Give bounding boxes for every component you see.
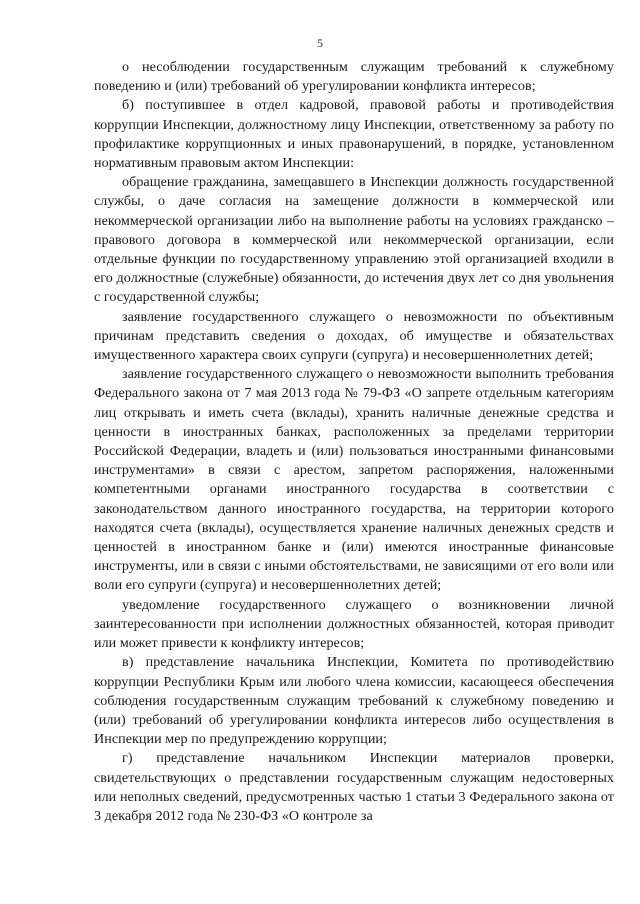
document-body bbox=[94, 58, 614, 826]
page-number: 5 bbox=[317, 36, 323, 50]
paragraph-v-submission: в) представление начальника Инспекции, Комитета по противодействию коррупции Республики Крым или любого члена комиссии, касающееся обеспечения соблюдения государственным служащим требований к служебному поведению и (или) требований об урегулировании конфликта интересов либо осуществления в Инспекции мер по предупреждению коррупции; bbox=[94, 654, 614, 748]
paragraph-nonobservance: о несоблюдении государственным служащим требований к служебному поведению и (или) требований об урегулировании конфликта интересов; bbox=[94, 59, 614, 95]
paragraph-conflict-notice: уведомление государственного служащего о возникновении личной заинтересованности при исполнении должностных обязанностей, которая приводит или может привести к конфликту интересов; bbox=[94, 596, 614, 652]
paragraph-g-submission: г) представление начальником Инспекции материалов проверки, свидетельствующих о представлении государственным служащим недостоверных или неполных сведений, предусмотренных частью 1 статьи 3 Федерального закона от 3 декабря 2012 года № 230-ФЗ «О контроле за bbox=[94, 750, 614, 824]
paragraph-b-received: б) поступившее в отдел кадровой, правовой работы и противодействия коррупции Инспекции, должностному лицу Инспекции, ответственному за работу по профилактике коррупционных и иных правонарушений, в порядке, установленном нормативным правовым актом Инспекции: bbox=[94, 97, 614, 172]
paragraph-income-statement: заявление государственного служащего о невозможности по объективным причинам представить сведения о доходах, об имуществе и обязательствах имущественного характера своих супруги (супруга) и несовершеннолетних детей; bbox=[94, 308, 614, 364]
paragraph-citizen-appeal: обращение гражданина, замещавшего в Инспекции должность государственной службы, о даче согласия на замещение должности в коммерческой или некоммерческой организации либо на выполнение работы на условиях гражданско – правового договора в коммерческой или некоммерческой организации, если отдельные функции по государственному управлению этой организацией входили в его должностные (служебные) обязанности, до истечения двух лет со дня увольнения с государственной службы; bbox=[94, 174, 614, 306]
paragraph-foreign-accounts: заявление государственного служащего о невозможности выполнить требования Федерального закона от 7 мая 2013 года № 79-ФЗ «О запрете отдельным категориям лиц открывать и иметь счета (вклады), хранить наличные денежные средства и ценности в иностранных банках, расположенных за пределами территории Российской Федерации, владеть и (или) пользоваться иностранными финансовыми инструментами» в связи с арестом, запретом распоряжения, наложенными компетентными органами иностранного государства в соответствии с законодательством данного иностранного государства, на территории которого находятся счета (вклады), осуществляется хранение наличных денежных средств и ценностей в иностранном банке и (или) имеются иностранные финансовые инструменты, или в связи с иными обстоятельствами, не зависящими от его воли или воли его супруги (супруга) и несовершеннолетних детей; bbox=[94, 366, 614, 594]
